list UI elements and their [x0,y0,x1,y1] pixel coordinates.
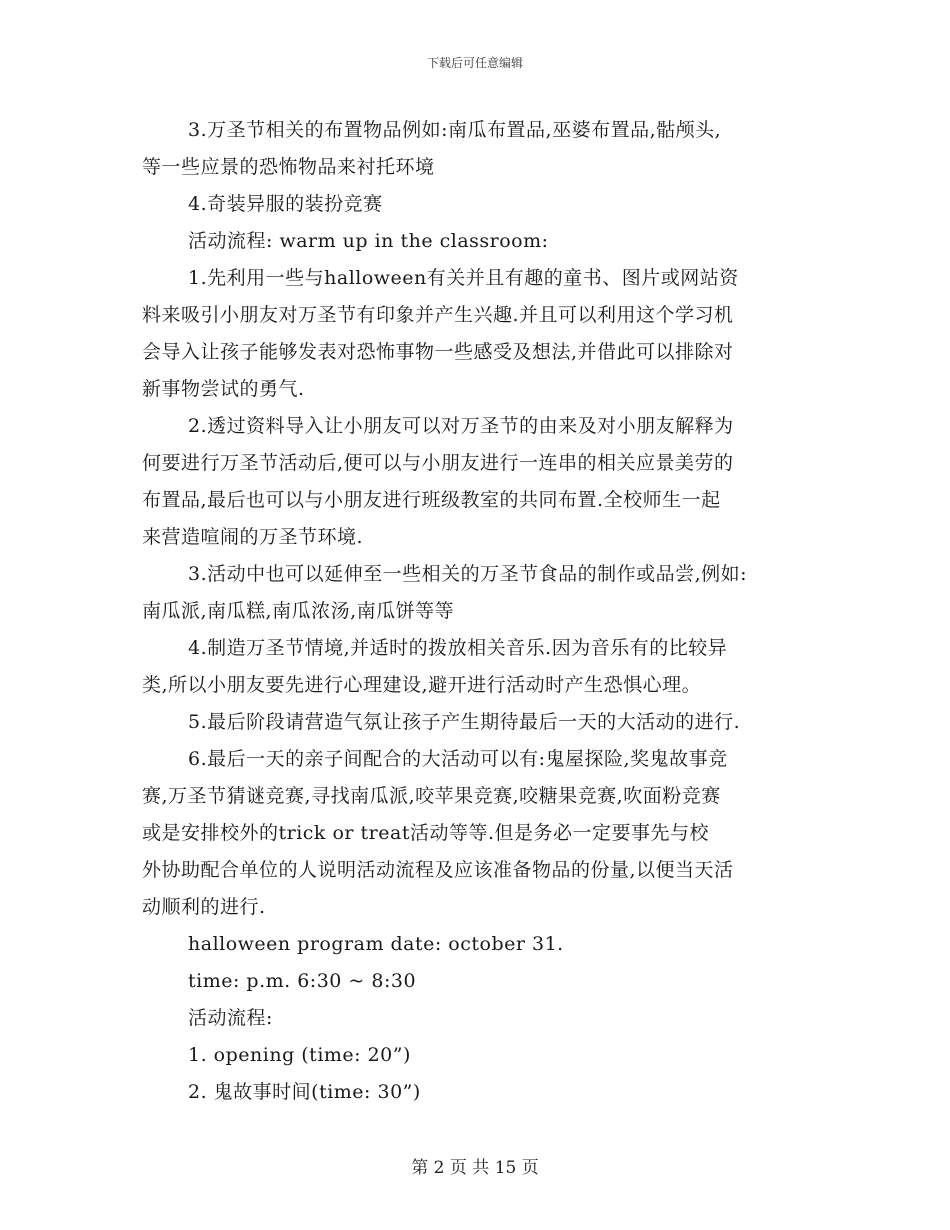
text-line: 4.奇装异服的装扮竞赛 [188,193,383,215]
text-line: 活动流程: [188,1007,273,1029]
text-line: 2.透过资料导入让小朋友可以对万圣节的由来及对小朋友解释为 [188,415,734,437]
page-footer: 第 2 页 共 15 页 [411,1158,539,1178]
text-line: 6.最后一天的亲子间配合的大活动可以有:鬼屋探险,奖鬼故事竞 [188,748,728,770]
document-body [142,112,812,1111]
text-line: 2. 鬼故事时间(time: 30”) [188,1081,421,1103]
page-header: 下载后可任意编辑 [426,56,523,70]
text-line: 5.最后阶段请营造气氛让孩子产生期待最后一天的大活动的进行. [188,711,741,733]
text-line: 新事物尝试的勇气. [142,378,305,400]
text-line: 类,所以小朋友要先进行心理建设,避开进行活动时产生恐惧心理。 [142,674,702,696]
text-line: 或是安排校外的trick or treat活动等等.但是务必一定要事先与校 [142,822,710,844]
text-line: 4.制造万圣节情境,并适时的拨放相关音乐.因为音乐有的比较异 [188,637,728,659]
text-line: 1. opening (time: 20”) [188,1044,411,1066]
text-line: halloween program date: october 31. [188,933,564,955]
text-line: 来营造喧闹的万圣节环境. [142,526,364,548]
text-line: 3.万圣节相关的布置物品例如:南瓜布置品,巫婆布置品,骷颅头, [188,119,722,141]
text-line: 活动流程: warm up in the classroom: [188,230,549,252]
text-line: 动顺利的进行. [142,896,266,918]
text-line: 1.先利用一些与halloween有关并且有趣的童书、图片或网站资 [188,267,739,289]
text-line: time: p.m. 6:30 ~ 8:30 [188,970,417,992]
text-line: 赛,万圣节猜谜竞赛,寻找南瓜派,咬苹果竞赛,咬糖果竞赛,吹面粉竞赛 [142,785,721,807]
text-line: 南瓜派,南瓜糕,南瓜浓汤,南瓜饼等等 [142,600,455,622]
text-line: 外协助配合单位的人说明活动流程及应该准备物品的份量,以便当天活 [142,859,734,881]
text-line: 料来吸引小朋友对万圣节有印象并产生兴趣.并且可以利用这个学习机 [142,304,734,326]
text-line: 布置品,最后也可以与小朋友进行班级教室的共同布置.全校师生一起 [142,489,721,511]
text-line: 会导入让孩子能够发表对恐怖事物一些感受及想法,并借此可以排除对 [142,341,734,363]
text-line: 等一些应景的恐怖物品来衬托环境 [142,156,435,178]
text-line: 何要进行万圣节活动后,便可以与小朋友进行一连串的相关应景美劳的 [142,452,734,474]
text-line: 3.活动中也可以延伸至一些相关的万圣节食品的制作或品尝,例如: [188,563,748,585]
